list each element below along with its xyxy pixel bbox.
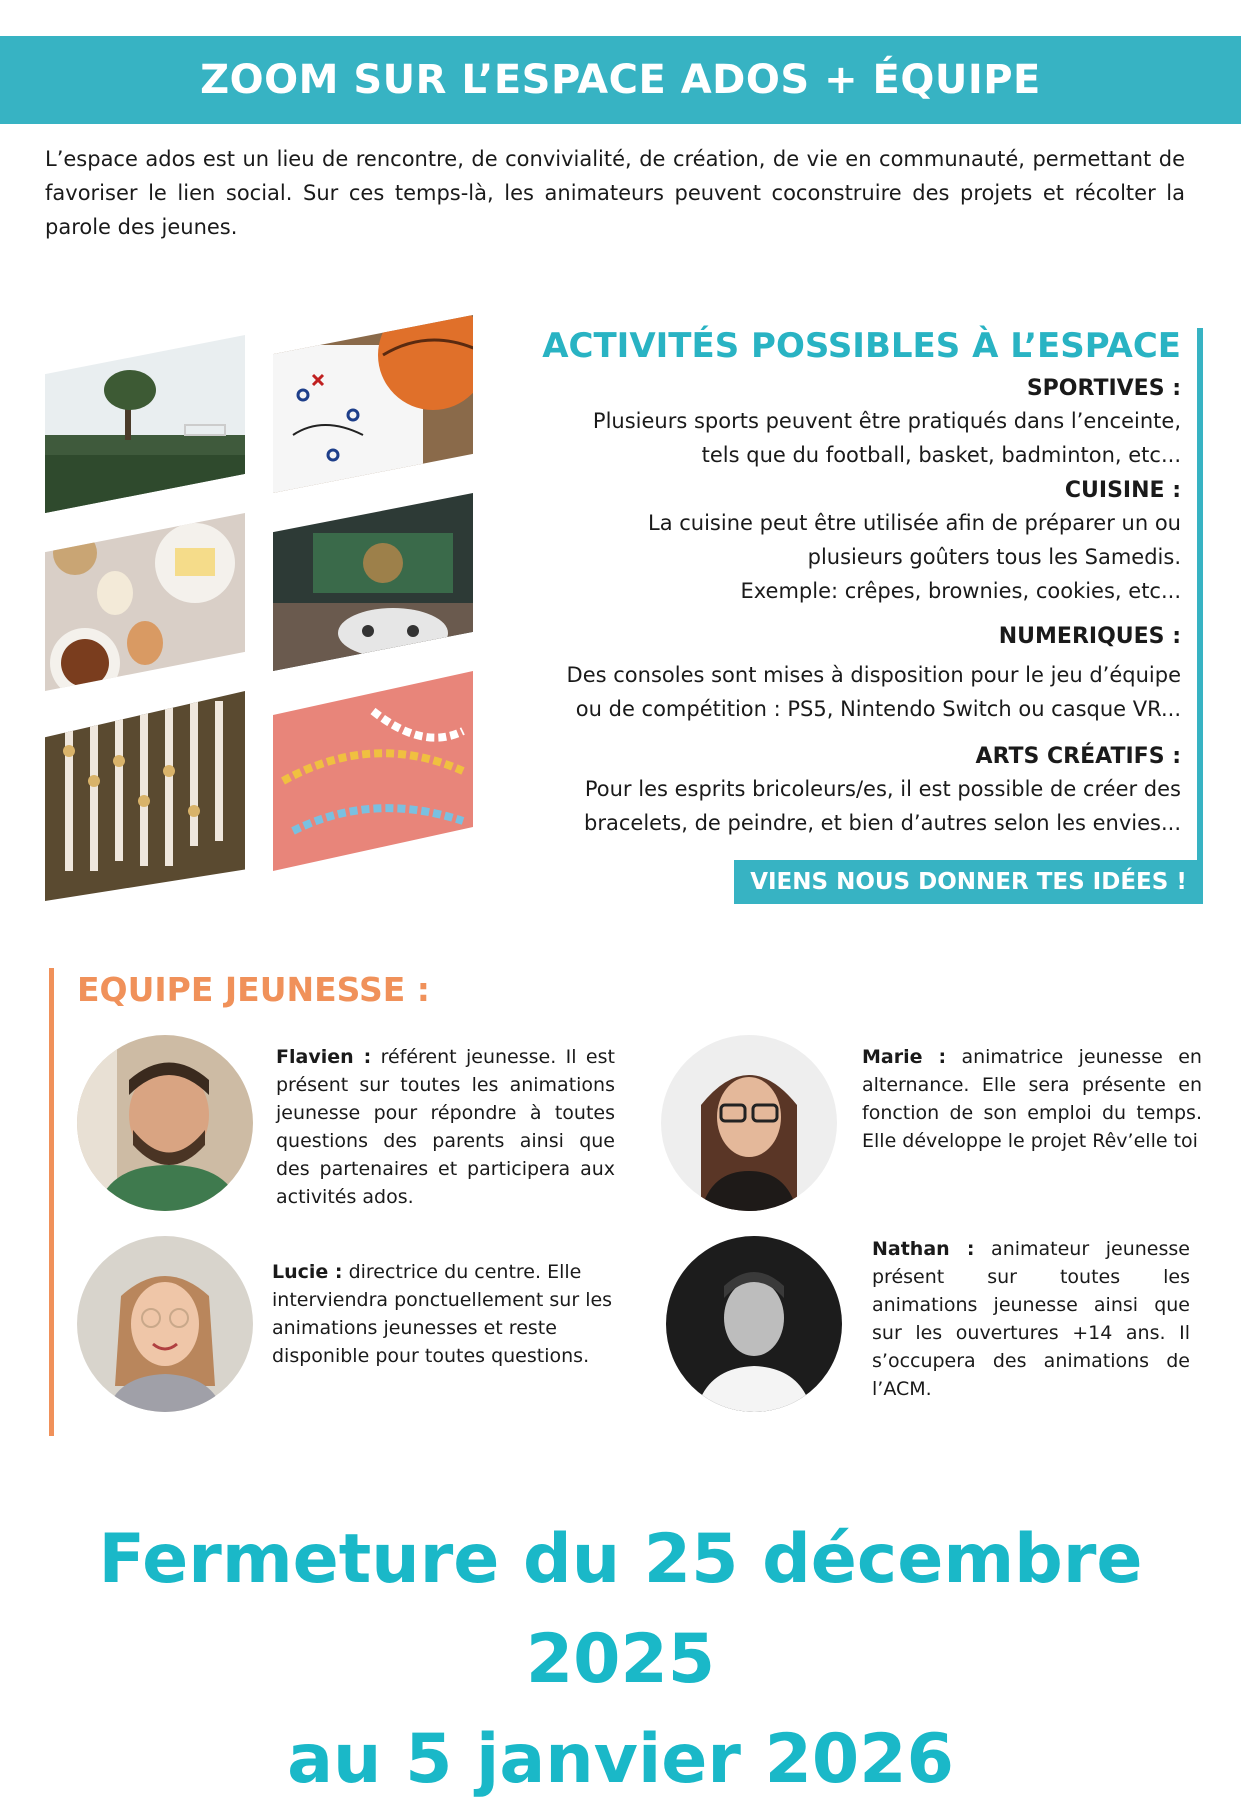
bio-nathan: [872, 1235, 1190, 1403]
activity-line: plusieurs goûters tous les Samedis.: [807, 545, 1181, 569]
page-title: ZOOM SUR L’ESPACE ADOS + ÉQUIPE: [200, 57, 1041, 103]
activity-numeriques: [461, 622, 1181, 726]
photo-mosaic: [45, 315, 485, 915]
member-bio: animateur jeunesse présent sur toutes les animations jeunesse ainsi que sur les ouvertures +14 ans. Il s’occupera des animations de l’ACM.: [872, 1238, 1190, 1400]
game-controller-photo: [273, 493, 473, 671]
member-name: Flavien :: [276, 1046, 372, 1068]
avatar-lucie: [77, 1236, 253, 1412]
activity-heading: CUISINE :: [1064, 478, 1181, 503]
activity-cuisine: [461, 476, 1181, 608]
activity-heading: ARTS CRÉATIFS :: [975, 744, 1181, 769]
activity-line: Pour les esprits bricoleurs/es, il est possible de créer des: [584, 777, 1181, 801]
bio-marie: [862, 1043, 1202, 1155]
avatar-flavien: [77, 1035, 253, 1211]
activity-sportives: [461, 374, 1181, 472]
intro-paragraph: L’espace ados est un lieu de rencontre, de convivialité, de création, de vie en communauté, permettant de favoriser le lien social. Sur ces temps-là, les animateurs peuvent coconstruire des projets et récolter la parole des jeunes.: [45, 147, 1185, 239]
activity-heading: NUMERIQUES :: [998, 624, 1181, 649]
teal-divider: [1197, 328, 1203, 873]
activity-line: La cuisine peut être utilisée afin de préparer un ou: [648, 511, 1181, 535]
bio-lucie: [272, 1258, 620, 1370]
closing-announcement: [0, 1510, 1241, 1810]
orange-divider: [49, 968, 54, 1436]
member-bio: référent jeunesse. Il est présent sur toutes les animations jeunesse pour répondre à toutes questions des parents ainsi que des partenaires et participera aux activités ados.: [276, 1046, 615, 1208]
avatar-marie: [661, 1035, 837, 1211]
basketball-tactics-photo: [273, 315, 473, 493]
team-title: EQUIPE JEUNESSE :: [77, 970, 430, 1009]
baking-ingredients-photo: [45, 513, 245, 691]
bead-bracelets-photo: [45, 691, 245, 901]
avatar-nathan: [666, 1236, 842, 1412]
closing-line-1: Fermeture du 25 décembre 2025: [98, 1520, 1143, 1699]
activity-line: bracelets, de peindre, et bien d’autres selon les envies...: [584, 811, 1181, 835]
member-name: Marie :: [862, 1046, 947, 1068]
bio-flavien: [276, 1043, 615, 1211]
closing-line-2: au 5 janvier 2026: [287, 1720, 954, 1799]
activity-line: Exemple: crêpes, brownies, cookies, etc...: [740, 579, 1181, 603]
activity-arts-creatifs: [461, 742, 1181, 840]
header-banner: [0, 36, 1241, 124]
love-bracelet-photo: [273, 671, 473, 871]
activities-title: ACTIVITÉS POSSIBLES À L’ESPACE: [542, 326, 1181, 366]
activity-line: Des consoles sont mises à disposition pour le jeu d’équipe: [566, 663, 1181, 687]
activity-line: Plusieurs sports peuvent être pratiqués dans l’enceinte,: [592, 409, 1181, 433]
member-name: Nathan :: [872, 1238, 975, 1260]
activity-line: ou de compétition : PS5, Nintendo Switch ou casque VR...: [575, 697, 1181, 721]
ideas-banner: VIENS NOUS DONNER TES IDÉES !: [734, 860, 1203, 904]
football-field-photo: [45, 335, 245, 513]
member-name: Lucie :: [272, 1261, 343, 1283]
member-bio: directrice du centre. Elle interviendra ponctuellement sur les animations jeunesses et reste disponible pour toutes questions.: [272, 1261, 613, 1367]
member-bio: animatrice jeunesse en alternance. Elle sera présente en fonction de son emploi du temps. Elle développe le projet Rêv’elle toi: [862, 1046, 1202, 1152]
activity-heading: SPORTIVES :: [1026, 376, 1181, 401]
activity-line: tels que du football, basket, badminton, etc...: [701, 443, 1181, 467]
